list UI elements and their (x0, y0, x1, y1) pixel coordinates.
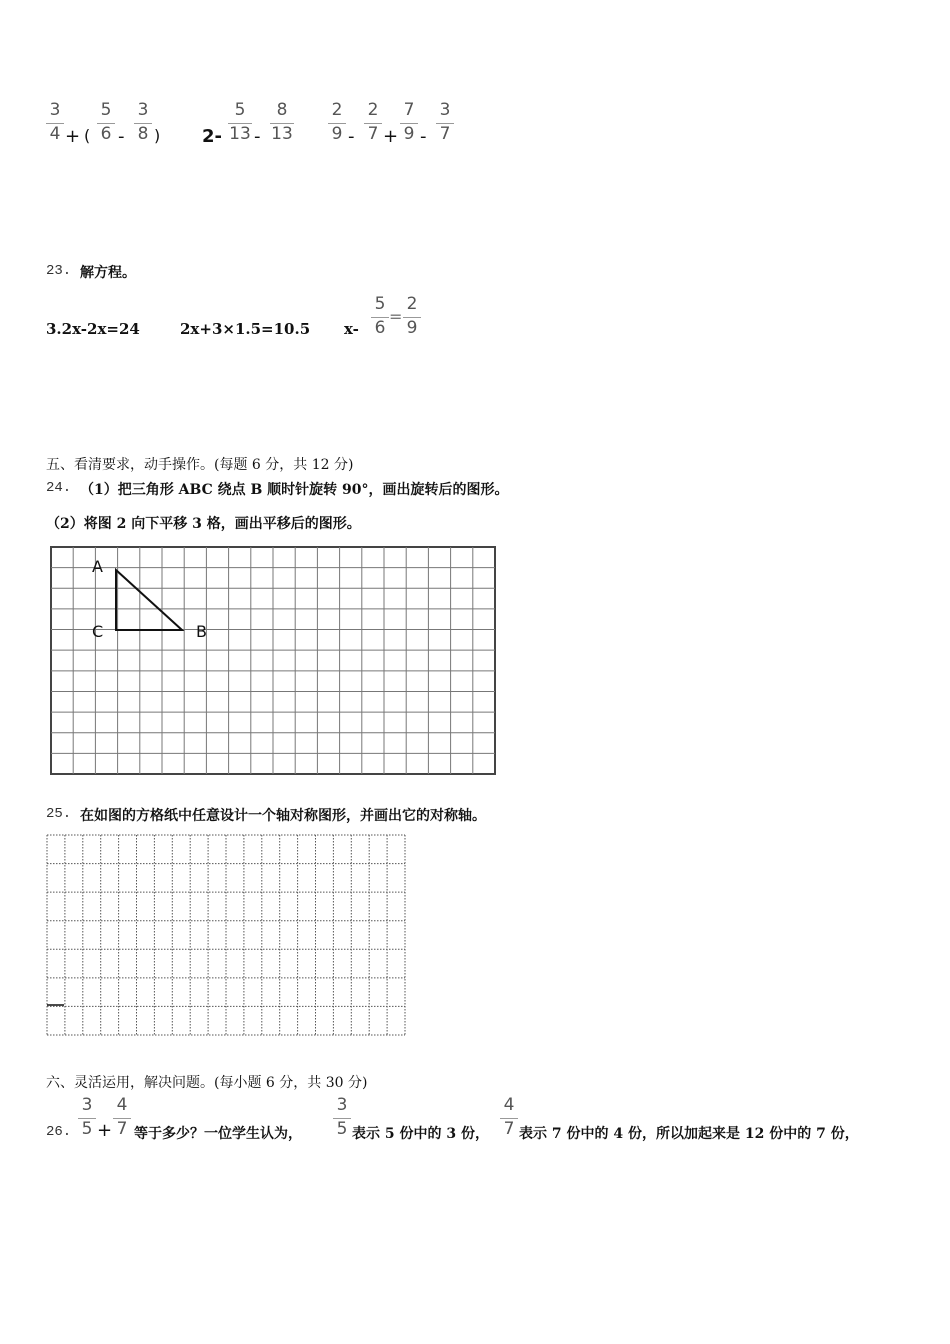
fraction: 3 8 (134, 102, 152, 146)
label-b: B (196, 622, 207, 641)
fraction: 8 13 (271, 100, 293, 144)
question-number: 23. (46, 263, 72, 279)
section-heading-6: 六、灵活运用，解决问题。(每小题 6 分，共 30 分) (46, 1075, 368, 1091)
question-text: 在如图的方格纸中任意设计一个轴对称图形，并画出它的对称轴。 (80, 808, 486, 824)
triangle-abc (116, 570, 182, 630)
question-text-3: 表示 7 份中的 4 份，所以加起来是 12 份中的 7 份， (519, 1126, 859, 1142)
question-text-2: 表示 5 份中的 3 份， (352, 1126, 489, 1142)
fraction: 2 9 (328, 102, 346, 146)
dotted-grid-25 (44, 832, 408, 1038)
fraction: 4 7 (500, 1097, 518, 1141)
question-part-2: （2）将图 2 向下平移 3 格，画出平移后的图形。 (46, 516, 361, 532)
question-number: 25. (46, 806, 72, 822)
fraction: 5 6 (97, 102, 115, 146)
question-number: 24. (46, 480, 72, 496)
fraction: 3 5 (78, 1097, 96, 1141)
minus-sign: - (254, 126, 261, 147)
plus-sign: + (65, 126, 81, 147)
question-part-1: （1）把三角形 ABC 绕点 B 顺时针旋转 90°，画出旋转后的图形。 (80, 482, 509, 498)
minus-sign: - (420, 126, 427, 147)
equals-sign: = (389, 307, 403, 326)
label-c: C (92, 622, 104, 641)
fraction: 2 7 (364, 102, 382, 146)
grid-figure-24 (48, 544, 500, 776)
fraction: 2 9 (403, 296, 421, 340)
minus-sign: - (118, 126, 125, 147)
fraction: 3 4 (46, 102, 64, 146)
plus-sign: + (383, 126, 399, 147)
grid-lines (51, 547, 495, 774)
plus-sign: + (97, 1120, 113, 1141)
fraction: 4 7 (113, 1097, 131, 1141)
equation-3-lead: x- (344, 320, 359, 338)
section-heading-5: 五、看清要求，动手操作。(每题 6 分，共 12 分) (46, 457, 354, 473)
expression-lead: 2- (202, 126, 222, 147)
equation-1: 3.2x-2x=24 (46, 320, 140, 338)
fraction: 5 13 (229, 100, 251, 144)
fraction: 3 7 (436, 102, 454, 146)
right-paren: ) (154, 126, 161, 145)
question-text-1: 等于多少？一位学生认为， (134, 1126, 302, 1142)
question-title: 解方程。 (80, 265, 136, 281)
fraction: 3 5 (333, 1097, 351, 1141)
fraction: 5 6 (371, 296, 389, 340)
question-number: 26. (46, 1124, 72, 1140)
equation-2: 2x+3×1.5=10.5 (180, 320, 311, 338)
minus-sign: - (348, 126, 355, 147)
label-a: A (92, 557, 103, 576)
left-paren: ( (84, 126, 91, 145)
dotted-grid-lines (47, 835, 405, 1035)
fraction: 7 9 (400, 102, 418, 146)
